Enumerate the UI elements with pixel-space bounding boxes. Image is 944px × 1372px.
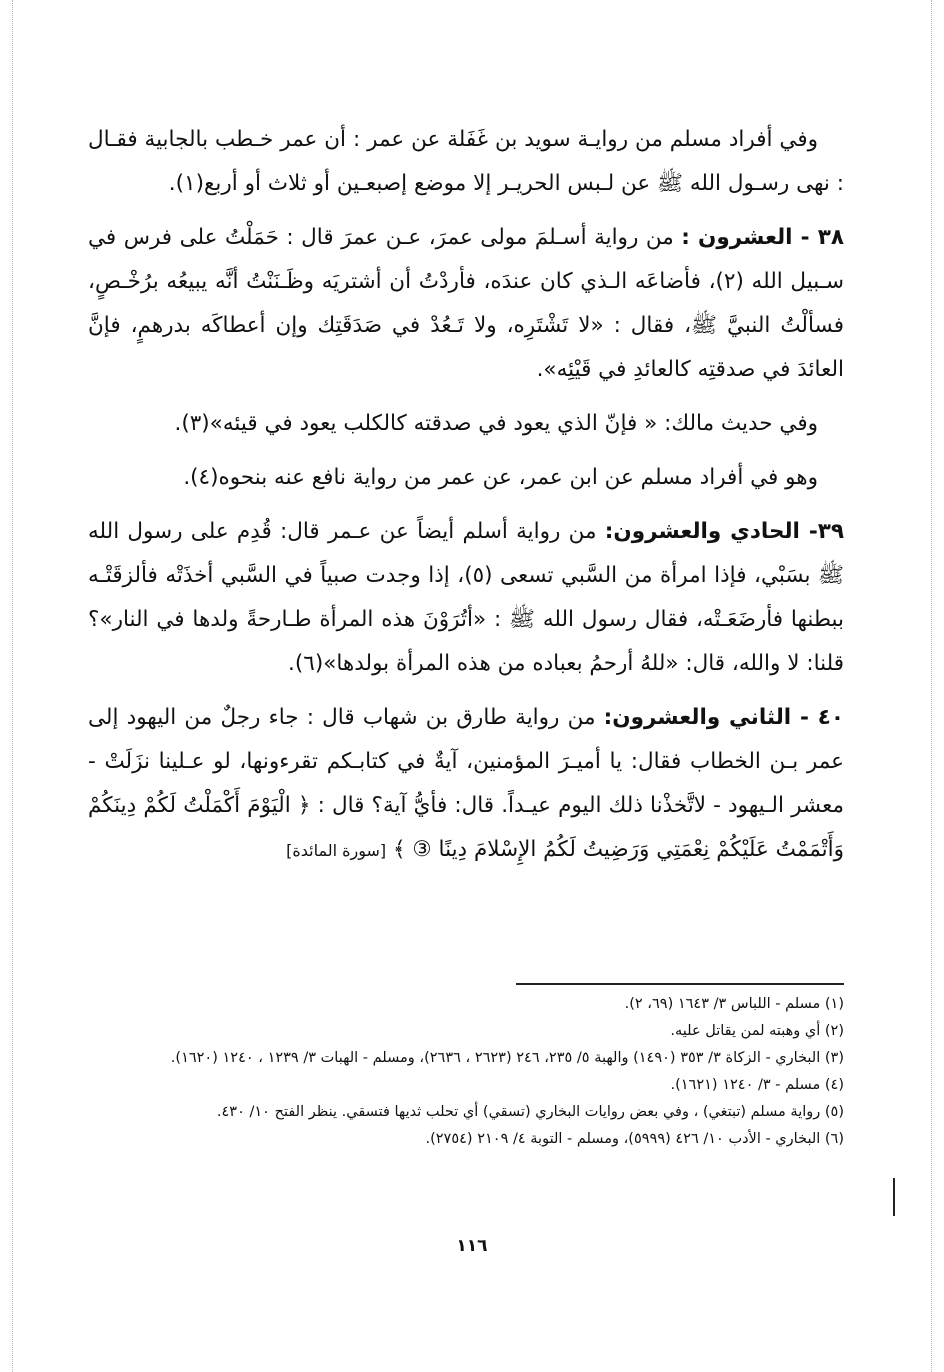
paragraph-3-text: وفي حديث مالك: « فإنّ الذي يعود في صدقته كالكلب يعود في قيئه»(٣). (174, 411, 818, 436)
footnote-6: (٦) البخاري - الأدب ١٠/ ٤٢٦ (٥٩٩٩)، ومسلم - التوبة ٤/ ٢١٠٩ (٢٧٥٤). (425, 1131, 844, 1147)
paragraph-2-text: من رواية أسـلمَ مولى عمرَ، عـن عمرَ قال : حَمَلْتُ على فرس في سـبيل الله (٢)، فأضاعَه الـذي كان عندَه، فأردْتُ أن أشتريَه وظَـنَنْتُ أنَّه يبيعُه برُخْـصٍ، فسألْتُ النبيَّ ﷺ، فقال : «لا تَشْتَرِه، ولا تَـعُدْ في صَدَقَتِك وإن أعطاكَه بدرهمٍ، فإنَّ العائدَ في صدقتِه كالعائدِ في قَيْئِه». (88, 225, 844, 382)
paragraph-6-text: من رواية طارق بن شهاب قال : جاء رجلٌ من اليهود إلى عمر بـن الخطاب فقال: يا أميـرَ المؤمنين، آيةٌ في كتابـكم تقرءونها، لو عـلينا نزَلَتْ - معشر الـيهود - لاتَّخذْنا ذلك اليوم عيـداً. قال: فأيُّ آية؟ قال : ﴿ الْيَوْمَ أَكْمَلْتُ لَكُمْ دِينَكُمْ وَأَتْمَمْتُ عَلَيْكُمْ نِعْمَتِي وَرَضِيتُ لَكُمُ الإِسْلامَ دِينًا ③ ﴾ (88, 705, 844, 862)
paragraph-5 (88, 510, 844, 686)
footnote-2: (٢) أي وهبته لمن يقاتل عليه. (670, 1023, 844, 1039)
left-margin-dots (12, 0, 13, 1372)
footnote-4: (٤) مسلم - ٣/ ١٢٤٠ (١٦٢١). (670, 1077, 844, 1093)
footnote-1: (١) مسلم - اللباس ٣/ ١٦٤٣ (٦٩، ٢). (624, 996, 844, 1012)
footnote-separator (516, 983, 844, 985)
right-margin-dots (931, 0, 932, 1372)
paragraph-1-text: وفي أفراد مسلم من روايـة سويد بن غَفَلة عن عمر : أن عمر خـطب بالجابية فقـال : نهى رسـول الله ﷺ عن لـبس الحريـر إلا موضع إصبعـين أو ثلاث أو أربع(١). (88, 127, 844, 196)
page-number: ١١٦ (456, 1236, 488, 1256)
paragraph-6 (88, 696, 844, 873)
paragraph-3 (88, 402, 844, 446)
paragraph-4-text: وهو في أفراد مسلم عن ابن عمر، عن عمر من رواية نافع عنه بنحوه(٤). (183, 465, 818, 490)
paragraph-1 (88, 118, 844, 206)
surah-reference: [سورة المائدة] (286, 841, 387, 860)
paragraph-5-text: من رواية أسلم أيضاً عن عـمر قال: قُدِم على رسول الله ﷺ بسَبْي، فإذا امرأة من السَّبي تسعى (٥)، إذا وجدت صبياً في السَّبي أخذَتْه فألزقَتْـه ببطنها فأرضَعَـتْه، فقال رسول الله ﷺ : «أتُرَوْنَ هذه المرأة طـارحةً ولدها في النار»؟ قلنا: لا والله، قال: «للهُ أرحمُ بعباده من هذه المرأة بولدها»(٦). (88, 519, 844, 676)
footnote-3: (٣) البخاري - الزكاة ٣/ ٣٥٣ (١٤٩٠) والهبة ٥/ ٢٣٥، ٢٤٦ (٢٦٢٣ ، ٢٦٣٦)، ومسلم - الهبات ٣/ ١٢٣٩ ، ١٢٤٠ (١٦٢٠). (170, 1050, 844, 1066)
footnotes (104, 992, 844, 1154)
footnote-5: (٥) رواية مسلم (تبتغي) ، وفي بعض روايات البخاري (تسقي) أي تحلب ثديها فتسقي. ينظر الفتح ١٠/ ٤٣٠. (216, 1104, 844, 1120)
hadith-39-heading: ٣٩- الحادي والعشرون: (604, 519, 844, 544)
hadith-38-heading: ٣٨ - العشرون : (681, 225, 845, 250)
paragraph-4 (88, 456, 844, 500)
margin-bar (893, 1178, 895, 1216)
hadith-40-heading: ٤٠ - الثاني والعشرون: (603, 705, 844, 730)
main-text (88, 118, 844, 883)
paragraph-2 (88, 216, 844, 392)
